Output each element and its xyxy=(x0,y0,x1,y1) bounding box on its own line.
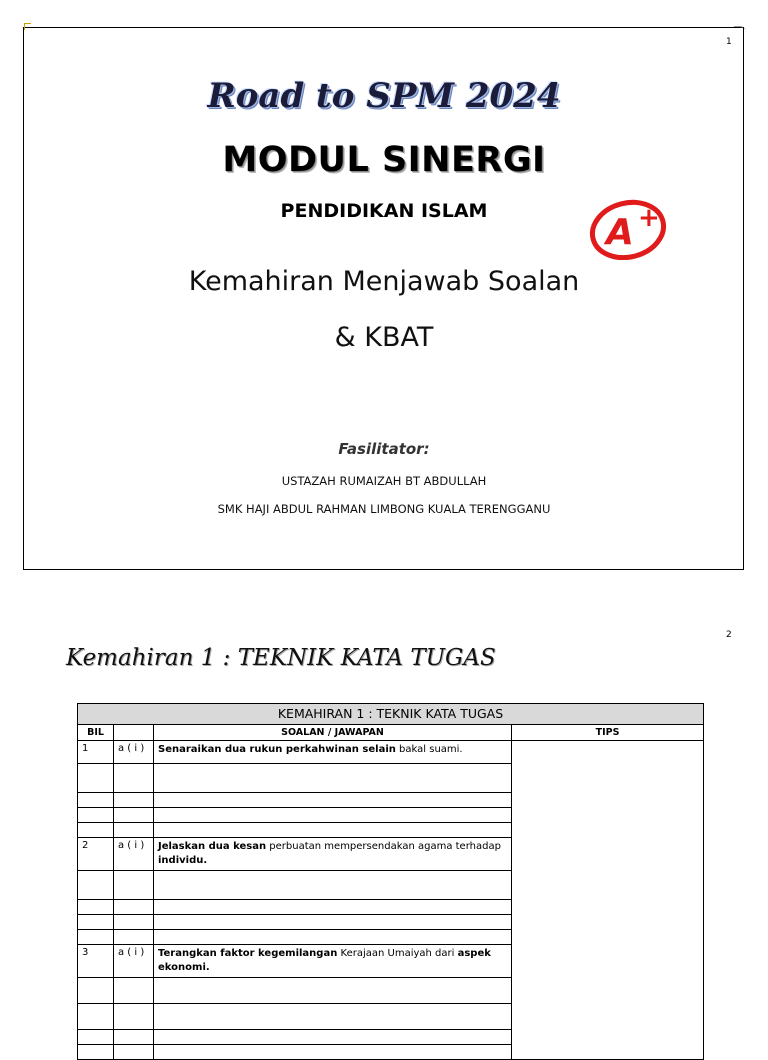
part-cell: a ( i ) xyxy=(114,838,154,871)
question-cell xyxy=(154,838,512,871)
modul-title: MODUL SINERGI xyxy=(222,140,546,180)
answer-cell[interactable] xyxy=(154,915,512,930)
header-bil: BIL xyxy=(78,725,114,741)
svg-text:+: + xyxy=(638,203,660,233)
question-text: perbuatan mempersendakan agama terhadap xyxy=(266,841,501,852)
bil-cell: 3 xyxy=(78,945,114,978)
svg-text:A: A xyxy=(606,212,634,253)
bil-cell: 2 xyxy=(78,838,114,871)
answer-cell[interactable] xyxy=(154,793,512,808)
facilitator-label: Fasilitator: xyxy=(338,440,430,458)
part-cell: a ( i ) xyxy=(114,945,154,978)
section-title: Kemahiran 1 : TEKNIK KATA TUGAS xyxy=(66,645,496,671)
answer-cell[interactable] xyxy=(154,764,512,793)
header-tips: TIPS xyxy=(512,725,704,741)
subject-title: PENDIDIKAN ISLAM xyxy=(280,200,488,222)
question-bold: Jelaskan dua kesan xyxy=(158,841,267,852)
question-text: Kerajaan Umaiyah dari xyxy=(337,948,458,959)
heading-line-2: & KBAT xyxy=(334,322,434,353)
header-part xyxy=(114,725,154,741)
question-bold: Senaraikan dua rukun perkahwinan selain xyxy=(158,744,396,755)
question-bold: aspek ekonomi. xyxy=(158,948,491,973)
tips-cell[interactable] xyxy=(512,741,704,1060)
answer-cell[interactable] xyxy=(154,1045,512,1060)
part-cell: a ( i ) xyxy=(114,741,154,764)
page-number-1: 1 xyxy=(726,37,732,47)
answer-cell[interactable] xyxy=(154,808,512,823)
kata-tugas-table xyxy=(77,703,704,1060)
question-cell xyxy=(154,741,512,764)
question-text: bakal suami. xyxy=(395,744,463,755)
answer-cell[interactable] xyxy=(154,930,512,945)
a-plus-badge-icon xyxy=(588,196,670,260)
facilitator-name: USTAZAH RUMAIZAH BT ABDULLAH xyxy=(281,474,487,488)
page-number-2: 2 xyxy=(726,630,732,640)
answer-cell[interactable] xyxy=(154,978,512,1004)
question-bold: Terangkan faktor kegemilangan xyxy=(158,948,338,959)
table-title: KEMAHIRAN 1 : TEKNIK KATA TUGAS xyxy=(78,704,704,725)
answer-cell[interactable] xyxy=(154,823,512,838)
facilitator-school: SMK HAJI ABDUL RAHMAN LIMBONG KUALA TERENGGANU xyxy=(217,502,551,516)
question-cell xyxy=(154,945,512,978)
table-row xyxy=(78,741,704,764)
answer-cell[interactable] xyxy=(154,900,512,915)
question-bold: individu. xyxy=(158,855,208,866)
answer-cell[interactable] xyxy=(154,1030,512,1045)
answer-cell[interactable] xyxy=(154,1004,512,1030)
answer-cell[interactable] xyxy=(154,871,512,900)
road-to-spm-title: Road to SPM 2024 xyxy=(207,76,561,116)
header-soalan: SOALAN / JAWAPAN xyxy=(154,725,512,741)
heading-line-1: Kemahiran Menjawab Soalan xyxy=(188,266,580,297)
bil-cell: 1 xyxy=(78,741,114,764)
